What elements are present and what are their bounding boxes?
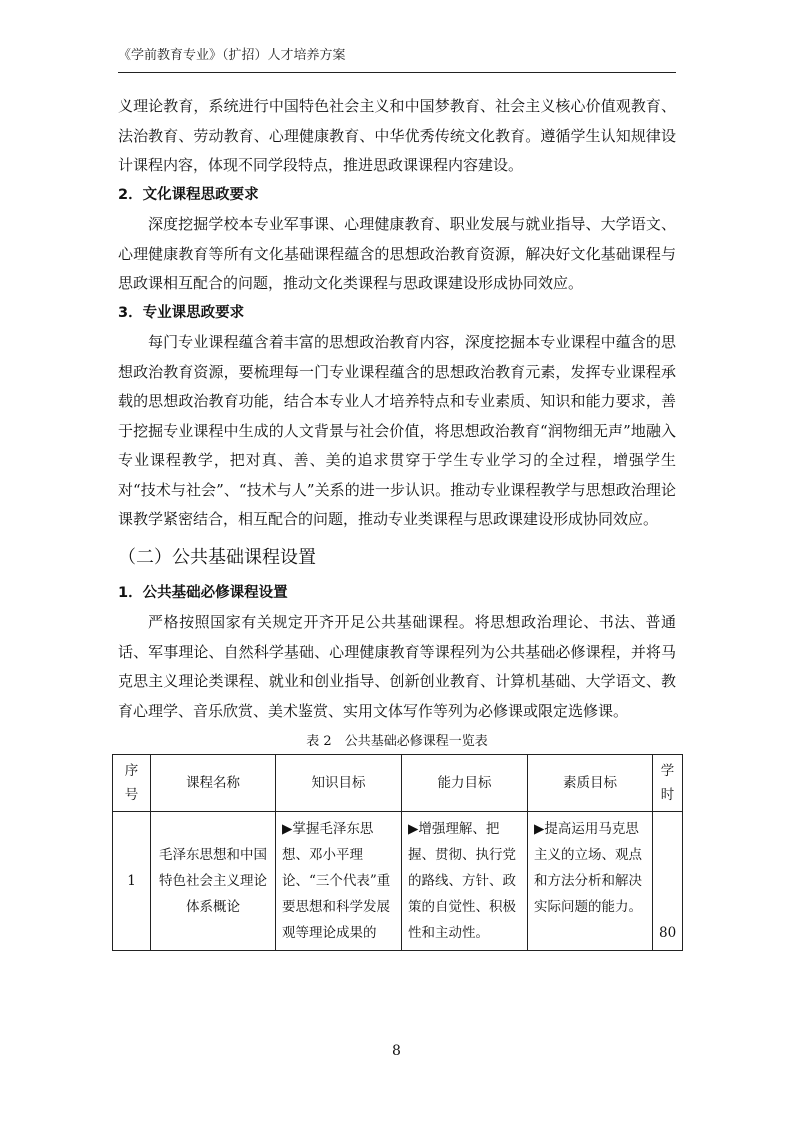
heading-major-ideology: 3．专业课思政要求: [118, 304, 245, 321]
major-paragraph: 每门专业课程蕴含着丰富的思想政治教育内容，深度挖掘本专业课程中蕴含的思想政治教育资源，要梳理每一门专业课程蕴含的思想政治教育元素，发挥专业课程承载的思想政治教育功能，结合本专业人才培养特点和专业素质、知识和能力要求，善于挖掘专业课程中生成的人文背景与社会价值，将思想政治教育“润物细无声”地融入专业课程教学，把对真、善、美的追求贯穿于学生专业学习的全过程，增强学生对“技术与社会”、“技术与人”关系的进一步认识。推动专业课程教学与思想政治理论课教学紧密结合，相互配合的问题，推动专业类课程与思政课建设形成协同效应。: [118, 333, 676, 528]
cell-knowledge-goal: ▶掌握毛泽东思想、邓小平理论、“三个代表”重要思想和科学发展观等理论成果的: [276, 812, 402, 951]
intro-paragraph: 义理论教育，系统进行中国特色社会主义和中国梦教育、社会主义核心价值观教育、法治教育、劳动教育、心理健康教育、中华优秀传统文化教育。遵循学生认知规律设计课程内容，体现不同学段特点，推进思政课课程内容建设。: [118, 97, 676, 174]
col-header-knowledge: 知识目标: [276, 755, 402, 812]
table-caption: 表 2 公共基础必修课程一览表: [306, 734, 488, 749]
cell-ability-goal: ▶增强理解、把握、贯彻、执行党的路线、方针、政策的自觉性、积极性和主动性。: [402, 812, 528, 951]
heading-required-courses: 1．公共基础必修课程设置: [118, 584, 288, 601]
header-rule: [118, 72, 676, 73]
page-body: [118, 92, 676, 951]
col-header-ability: 能力目标: [402, 755, 528, 812]
cell-quality-goal: ▶提高运用马克思主义的立场、观点和方法分析和解决实际问题的能力。: [528, 812, 653, 951]
col-header-no: 序号: [113, 755, 151, 812]
col-header-name: 课程名称: [151, 755, 276, 812]
running-header: 《学前教育专业》（扩招）人才培养方案: [118, 48, 346, 63]
col-header-hours: 学时: [653, 755, 683, 812]
heading-culture-ideology: 2．文化课程思政要求: [118, 186, 259, 203]
table-header-row: [113, 755, 683, 812]
table-row: [113, 812, 683, 951]
course-table: [112, 754, 683, 951]
cell-no: 1: [113, 812, 151, 951]
required-courses-paragraph: 严格按照国家有关规定开齐开足公共基础课程。将思想政治理论、书法、普通话、军事理论、自然科学基础、心理健康教育等课程列为公共基础必修课程，并将马克思主义理论类课程、就业和创业指导、创新创业教育、计算机基础、大学语文、教育心理学、音乐欣赏、美术鉴赏、实用文体写作等列为必修课或限定选修课。: [118, 613, 676, 720]
col-header-quality: 素质目标: [528, 755, 653, 812]
culture-paragraph: 深度挖掘学校本专业军事课、心理健康教育、职业发展与就业指导、大学语文、心理健康教育等所有文化基础课程蕴含的思想政治教育资源，解决好文化基础课程与思政课相互配合的问题，推动文化类课程与思政课建设形成协同效应。: [118, 215, 676, 292]
section-heading-public-courses: （二）公共基础课程设置: [118, 546, 316, 568]
cell-course-name: 毛泽东思想和中国特色社会主义理论体系概论: [151, 812, 276, 951]
page-number: 8: [392, 1043, 401, 1059]
cell-hours: 80: [653, 812, 683, 951]
